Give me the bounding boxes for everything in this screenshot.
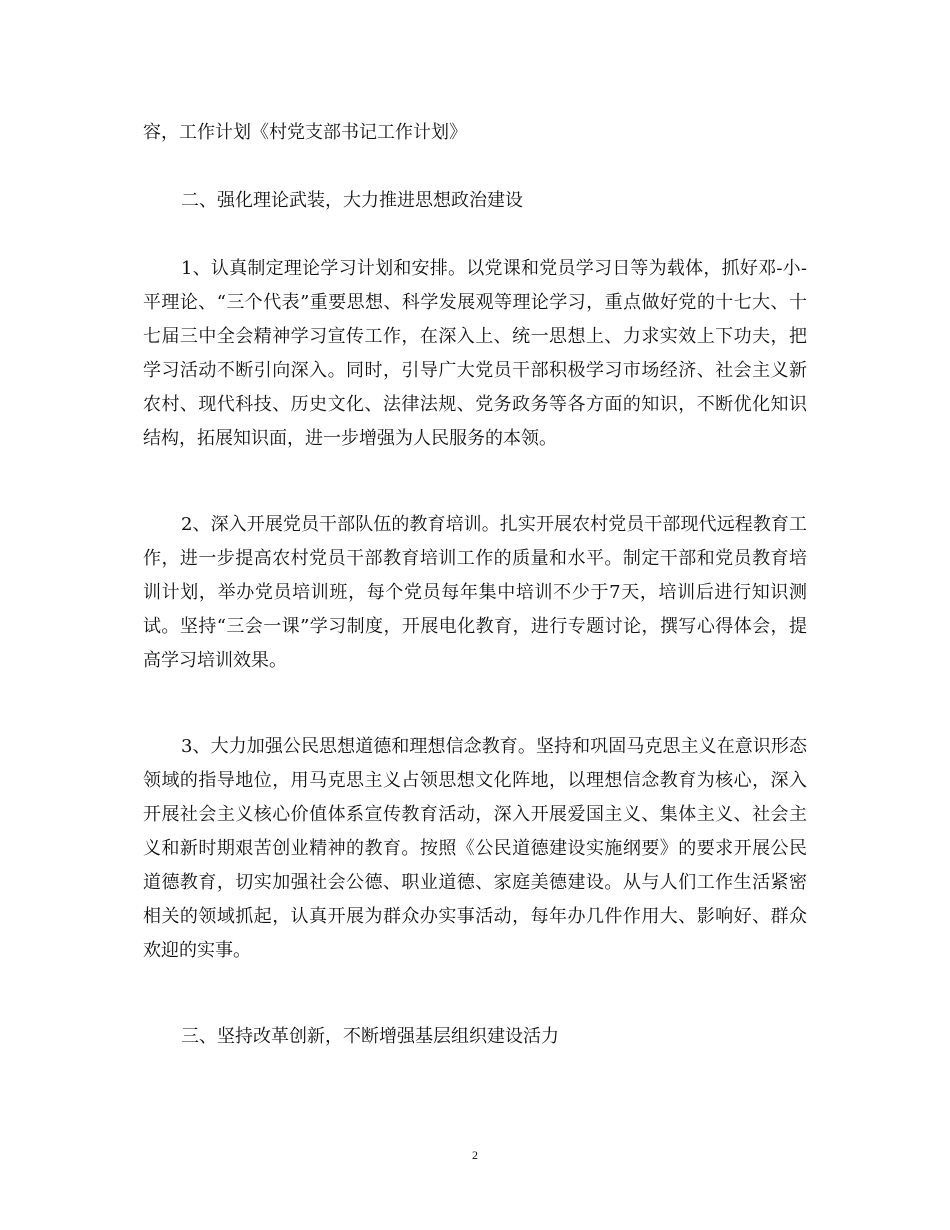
section-heading-2: 二、强化理论武装，大力推进思想政治建设 — [181, 190, 523, 211]
paragraph-item-3: 3、大力加强公民思想道德和理想信念教育。坚持和巩固马克思主义在意识形态领域的指导地位，用马克思主义占领思想文化阵地，以理想信念教育为核心，深入开展社会主义核心价值体系宣传教育活动，深入开展爱国主义、集体主义、社会主义和新时期艰苦创业精神的教育。按照《公民道德建设实施纲要》的要求开展公民道德教育，切实加强社会公德、职业道德、家庭美德建设。从与人们工作生活紧密相关的领域抓起，认真开展为群众办实事活动，每年办几件作用大、影响好、群众欢迎的实事。 — [143, 736, 807, 961]
paragraph-item-1: 1、认真制定理论学习计划和安排。以党课和党员学习日等为载体，抓好邓-小-平理论、“三个代表”重要思想、科学发展观等理论学习，重点做好党的十七大、十七届三中全会精神学习宣传工作，在深入上、统一思想上、力求实效上下功夫，把学习活动不断引向深入。同时，引导广大党员干部积极学习市场经济、社会主义新农村、现代科技、历史文化、法律法规、党务政务等各方面的知识，不断优化知识结构，拓展知识面，进一步增强为人民服务的本领。 — [143, 258, 807, 449]
section-heading-3: 三、坚持改革创新，不断增强基层组织建设活力 — [181, 1026, 559, 1047]
continuation-paragraph: 容，工作计划《村党支部书记工作计划》 — [143, 122, 467, 143]
page-number: 2 — [472, 1148, 478, 1162]
paragraph-item-2: 2、深入开展党员干部队伍的教育培训。扎实开展农村党员干部现代远程教育工作，进一步提高农村党员干部教育培训工作的质量和水平。制定干部和党员教育培训计划，举办党员培训班，每个党员每年集中培训不少于7天，培训后进行知识测试。坚持“三会一课”学习制度，开展电化教育，进行专题讨论，撰写心得体会，提高学习培训效果。 — [143, 514, 807, 671]
